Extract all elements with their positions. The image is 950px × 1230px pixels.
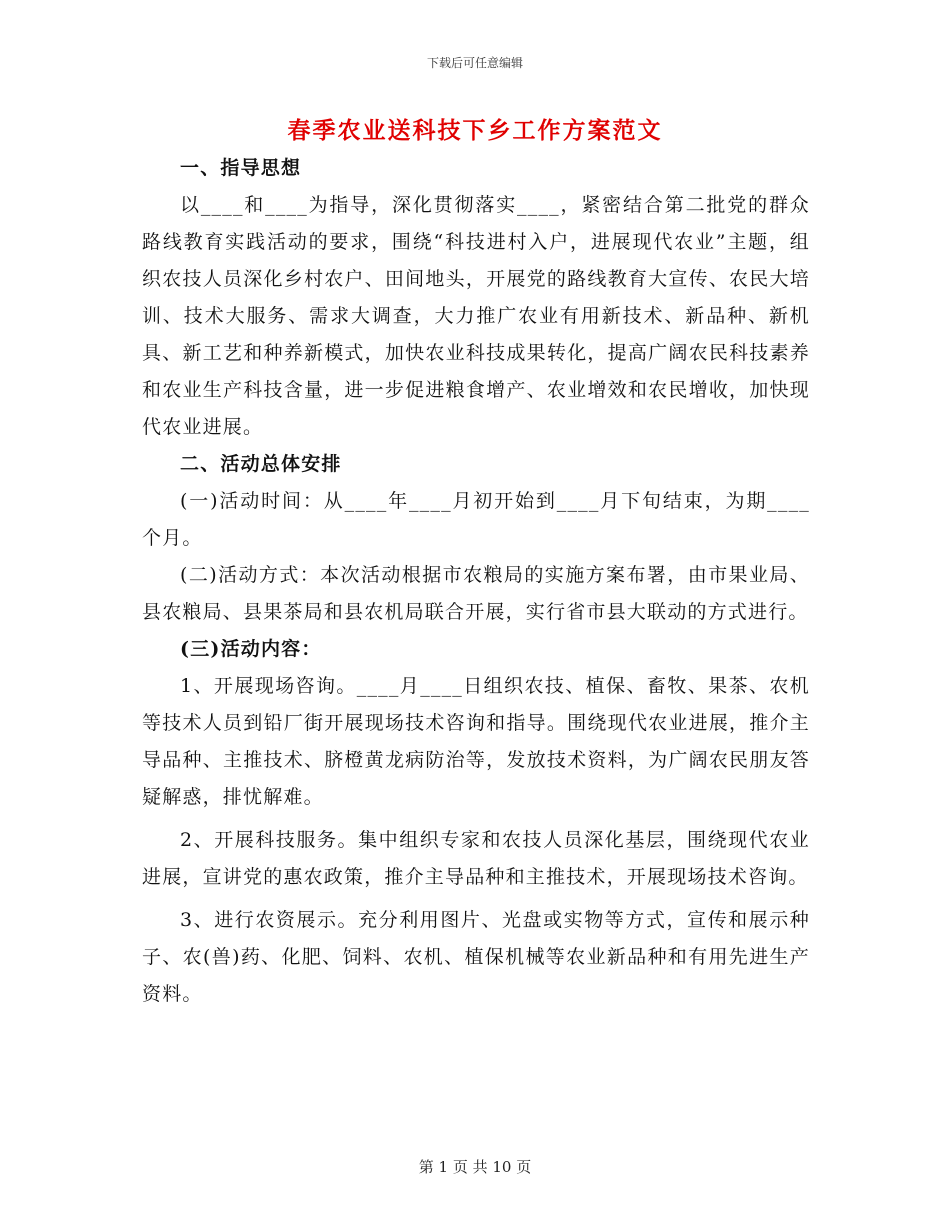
paragraph-activity-method: (二)活动方式：本次活动根据市农粮局的实施方案布署，由市果业局、县农粮局、县果茶局和县农机局联合开展，实行省市县大联动的方式进行。 bbox=[142, 564, 810, 623]
list-item-agri-supplies-display: 3、进行农资展示。充分利用图片、光盘或实物等方式，宣传和展示种子、农(兽)药、化肥、饲料、农机、植保机械等农业新品种和有用先进生产资料。 bbox=[142, 909, 810, 1005]
page-header-note: 下载后可任意编辑 bbox=[426, 56, 523, 70]
document-title: 春季农业送科技下乡工作方案范文 bbox=[287, 117, 663, 144]
paragraph-activity-time: (一)活动时间：从____年____月初开始到____月下旬结束，为期____个月。 bbox=[142, 490, 810, 549]
list-item-onsite-consultation: 1、开展现场咨询。____月____日组织农技、植保、畜牧、果茶、农机等技术人员到铅厂街开展现场技术咨询和指导。围绕现代农业进展，推介主导品种、主推技术、脐橙黄龙病防治等，发放技术资料，为广阔农民朋友答疑解惑，排忧解难。 bbox=[142, 675, 810, 808]
list-item-tech-service: 2、开展科技服务。集中组织专家和农技人员深化基层，围绕现代农业进展，宣讲党的惠农政策，推介主导品种和主推技术，开展现场技术咨询。 bbox=[142, 829, 810, 888]
paragraph-guiding-ideology: 以____和____为指导，深化贯彻落实____，紧密结合第二批党的群众路线教育实践活动的要求，围绕“科技进村入户，进展现代农业”主题，组织农技人员深化乡村农户、田间地头，开展党的路线教育大宣传、农民大培训、技术大服务、需求大调查，大力推广农业有用新技术、新品种、新机具、新工艺和种养新模式，加快农业科技成果转化，提高广阔农民科技素养和农业生产科技含量，进一步促进粮食增产、农业增效和农民增收，加快现代农业进展。 bbox=[142, 194, 810, 438]
section-heading-overall-arrangement: 二、活动总体安排 bbox=[180, 453, 342, 475]
document-body bbox=[142, 150, 810, 1013]
page-footer-pagination: 第 1 页 共 10 页 bbox=[418, 1158, 532, 1176]
subheading-activity-content: (三)活动内容： bbox=[180, 638, 322, 660]
section-heading-guiding-ideology: 一、指导思想 bbox=[180, 157, 302, 179]
